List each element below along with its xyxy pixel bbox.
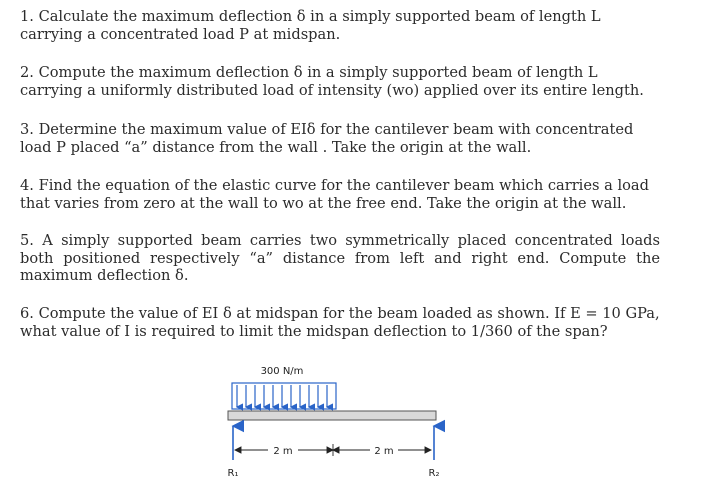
problem-5: 5. A simply supported beam carries two symmetrically placed concentrated loads both positioned respectively “a” distance from left and right end. Compute the maximum deflection δ. bbox=[20, 232, 660, 284]
problem-1: 1. Calculate the maximum deflection δ in a simply supported beam of length L carrying a concentrated load P at midspan. bbox=[20, 8, 601, 43]
beam bbox=[228, 411, 436, 420]
span-right-label: 2 m bbox=[374, 446, 394, 457]
problem-2: 2. Compute the maximum deflection δ in a simply supported beam of length L carrying a uniformly distributed load of intensity (wo) applied over its entire length. bbox=[20, 64, 644, 99]
dimension-line bbox=[235, 444, 431, 456]
load-label: 300 N/m bbox=[260, 366, 304, 377]
problem-6: 6. Compute the value of EI δ at midspan for the beam loaded as shown. If E = 10 GPa, what value of I is required to limit the midspan deflection to 1/360 of the span? bbox=[20, 305, 660, 340]
problem-4: 4. Find the equation of the elastic curve for the cantilever beam which carries a load that varies from zero at the wall to wo at the free end. Take the origin at the wall. bbox=[20, 177, 649, 212]
beam-diagram bbox=[0, 360, 702, 495]
span-left-label: 2 m bbox=[273, 446, 293, 457]
beam-figure bbox=[0, 360, 702, 495]
distributed-load-block bbox=[232, 383, 336, 409]
reaction-left-label: R₁ bbox=[227, 468, 239, 479]
distributed-load bbox=[232, 383, 336, 409]
reaction-right-label: R₂ bbox=[428, 468, 440, 479]
problem-3: 3. Determine the maximum value of EIδ for the cantilever beam with concentrated load P placed “a” distance from the wall . Take the origin at the wall. bbox=[20, 121, 634, 156]
